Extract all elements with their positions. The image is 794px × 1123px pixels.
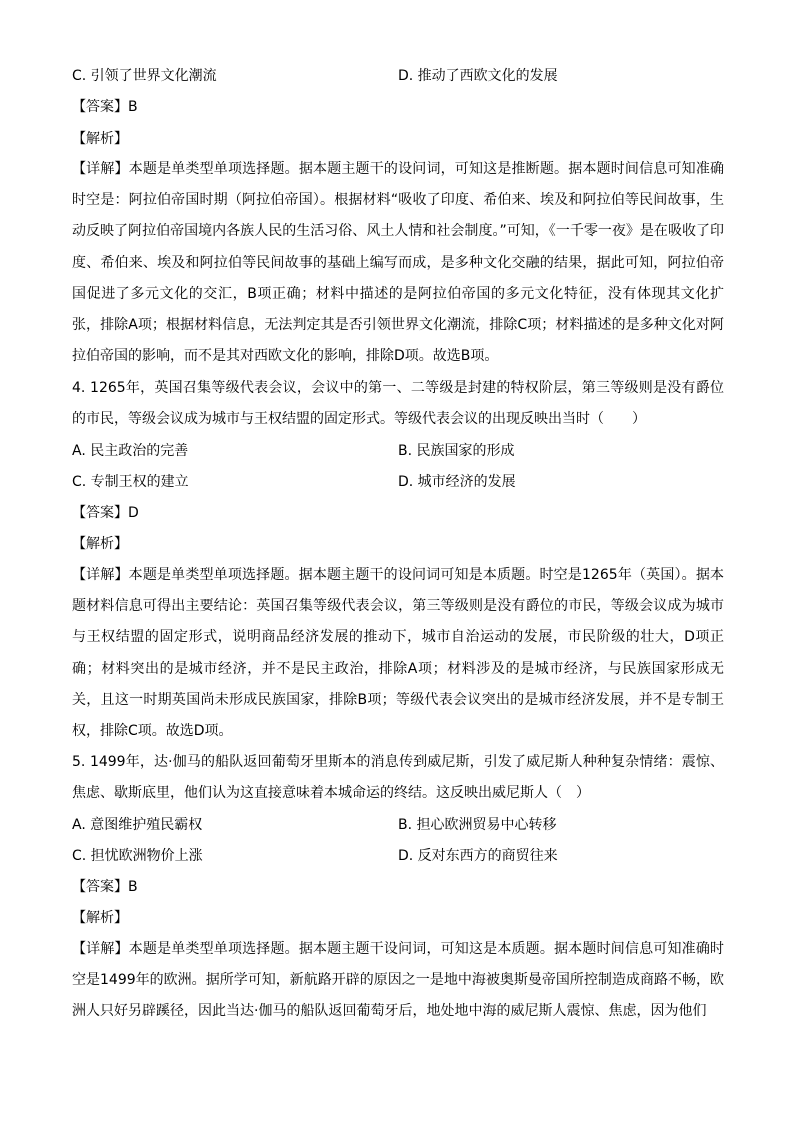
q3-answer: 【答案】B <box>72 99 138 115</box>
q4-option-a: A. 民主政治的完善 <box>72 443 189 459</box>
q5-option-d: D. 反对东西方的商贸往来 <box>398 848 558 864</box>
q5-option-b: B. 担心欧洲贸易中心转移 <box>398 817 557 833</box>
q4-analysis-label: 【解析】 <box>72 536 128 552</box>
q4-answer: 【答案】D <box>72 505 139 521</box>
q4-option-b: B. 民族国家的形成 <box>398 443 515 459</box>
q3-option-d: D. 推动了西欧文化的发展 <box>398 68 558 84</box>
q3-detail: 【详解】本题是单类型单项选择题。据本题主题干的设问词，可知这是推断题。据本题时间信息可知准确时空是：阿拉伯帝国时期（阿拉伯帝国）。根据材料“吸收了印度、希伯来、埃及和阿拉伯等民间故事，生动反映了阿拉伯帝国境内各族人民的生活习俗、风土人情和社会制度。”可知，《一千零一夜》是在吸收了印度、希伯来、埃及和阿拉伯等民间故事的基础上编写而成，是多种文化交融的结果，据此可知，阿拉伯帝国促进了多元文化的交汇，B项正确；材料中描述的是阿拉伯帝国的多元文化特征，没有体现其文化扩张，排除A项；根据材料信息，无法判定其是否引领世界文化潮流，排除C项；材料描述的是多种文化对阿拉伯帝国的影响，而不是其对西欧文化的影响，排除D项。故选B项。 <box>72 161 724 365</box>
q5-option-a: A. 意图维护殖民霸权 <box>72 817 203 833</box>
q4-option-d: D. 城市经济的发展 <box>398 474 516 490</box>
q3-option-c: C. 引领了世界文化潮流 <box>72 68 217 84</box>
q4-option-c: C. 专制王权的建立 <box>72 474 189 490</box>
q3-analysis-label: 【解析】 <box>72 131 128 147</box>
q4-stem: 4. 1265年，英国召集等级代表会议，会议中的第一、二等级是封建的特权阶层，第三等级则是没有爵位的市民，等级会议成为城市与王权结盟的固定形式。等级代表会议的出现反映出当时（ ） <box>72 380 724 428</box>
q5-detail: 【详解】本题是单类型单项选择题。据本题主题干设问词，可知这是本质题。据本题时间信息可知准确时空是1499年的欧洲。据所学可知，新航路开辟的原因之一是地中海被奥斯曼帝国所控制造成商路不畅，欧洲人只好另辟蹊径，因此当达·伽马的船队返回葡萄牙后，地处地中海的威尼斯人震惊、焦虑，因为他们 <box>72 941 724 1020</box>
q5-option-c: C. 担忧欧洲物价上涨 <box>72 848 203 864</box>
q5-stem: 5. 1499年，达·伽马的船队返回葡萄牙里斯本的消息传到威尼斯，引发了威尼斯人种种复杂情绪：震惊、焦虑、歇斯底里，他们认为这直接意味着本城命运的终结。这反映出威尼斯人（ ） <box>72 754 724 802</box>
q4-detail: 【详解】本题是单类型单项选择题。据本题主题干的设问词可知是本质题。时空是1265年（英国）。据本题材料信息可得出主要结论：英国召集等级代表会议，第三等级则是没有爵位的市民，等级会议成为城市与王权结盟的固定形式，说明商品经济发展的推动下，城市自治运动的发展，市民阶级的壮大，D项正确；材料突出的是城市经济，并不是民主政治，排除A项；材料涉及的是城市经济，与民族国家形成无关，且这一时期英国尚未形成民族国家，排除B项；等级代表会议突出的是城市经济发展，并不是专制王权，排除C项。故选D项。 <box>72 567 724 740</box>
q5-analysis-label: 【解析】 <box>72 910 128 926</box>
q5-answer: 【答案】B <box>72 879 138 895</box>
